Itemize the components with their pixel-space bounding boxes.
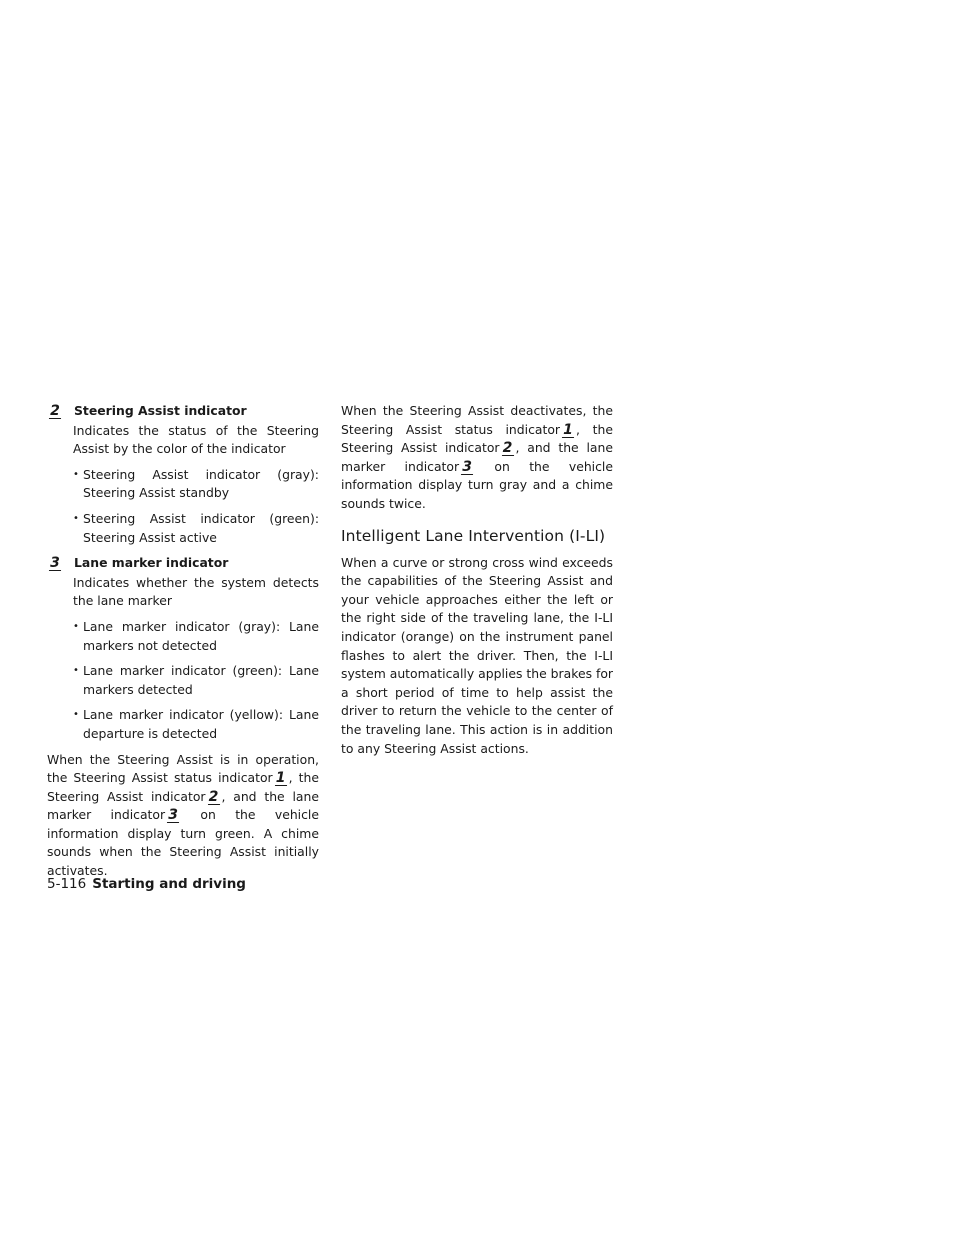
bullet-list — [73, 618, 319, 744]
section-title: Starting and driving — [92, 876, 246, 892]
callout-number-1: 1 — [274, 771, 288, 785]
list-item: • Lane marker indicator (gray): Lane markers not detected — [73, 618, 319, 655]
operation-paragraph — [47, 751, 319, 881]
item-description: Indicates whether the system detects the lane marker — [73, 574, 319, 609]
text: , the Steering Assist indicator — [47, 770, 319, 804]
item-title: Lane marker indicator — [74, 555, 229, 571]
list-item: • Lane marker indicator (green): Lane markers detected — [73, 662, 319, 699]
text: on the vehicle information display turn green. A chime sounds when the Steering Assist initially activates. — [47, 807, 319, 879]
item-title: Steering Assist indicator — [74, 403, 247, 418]
deactivation-paragraph — [341, 402, 613, 514]
text: When the Steering Assist is in operation, the Steering Assist status indicator — [47, 751, 319, 786]
list-item: • Lane marker indicator (yellow): Lane departure is detected — [73, 706, 319, 743]
callout-number-1: 1 — [561, 423, 575, 437]
text: , the Steering Assist indicator — [341, 421, 613, 456]
item-steering-assist — [47, 402, 319, 547]
item-description: Indicates the status of the Steering Assist by the color of the indicator — [73, 422, 319, 457]
text: When the Steering Assist deactivates, the Steering Assist status indicator — [341, 403, 613, 437]
section-heading: Intelligent Lane Intervention (I-LI) — [341, 526, 606, 545]
list-item: • Steering Assist indicator (gray): Steering Assist standby — [73, 466, 319, 503]
item-heading — [47, 402, 319, 421]
callout-number-3: 3 — [166, 808, 180, 822]
page-number: 5-116 — [47, 876, 87, 892]
callout-number-2: 2 — [48, 404, 62, 418]
text: on the vehicle information display turn gray and a chime sounds twice. — [341, 458, 613, 511]
callout-number-3: 3 — [48, 556, 62, 570]
left-column — [47, 402, 319, 881]
item-lane-marker — [47, 554, 319, 743]
right-column — [341, 402, 613, 758]
text: , and the lane marker indicator — [47, 788, 319, 823]
callout-number-3: 3 — [460, 460, 474, 474]
bullet-list — [73, 466, 319, 547]
item-heading — [47, 554, 319, 573]
text: , and the lane marker indicator — [341, 440, 613, 474]
page-footer — [47, 874, 246, 894]
callout-number-2: 2 — [207, 790, 221, 804]
callout-number-2: 2 — [501, 441, 515, 455]
list-item: • Steering Assist indicator (green): Steering Assist active — [73, 510, 319, 547]
ili-paragraph: When a curve or strong cross wind exceeds the capabilities of the Steering Assist and your vehicle approaches either the left or the right side of the traveling lane, the I-LI indicator (orange) on the instrument panel flashes to alert the driver. Then, the I-LI system automatically applies the brakes for a short period of time to help assist the driver to return the vehicle to the center of the traveling lane. This action is in addition to any Steering Assist actions. — [341, 554, 613, 756]
